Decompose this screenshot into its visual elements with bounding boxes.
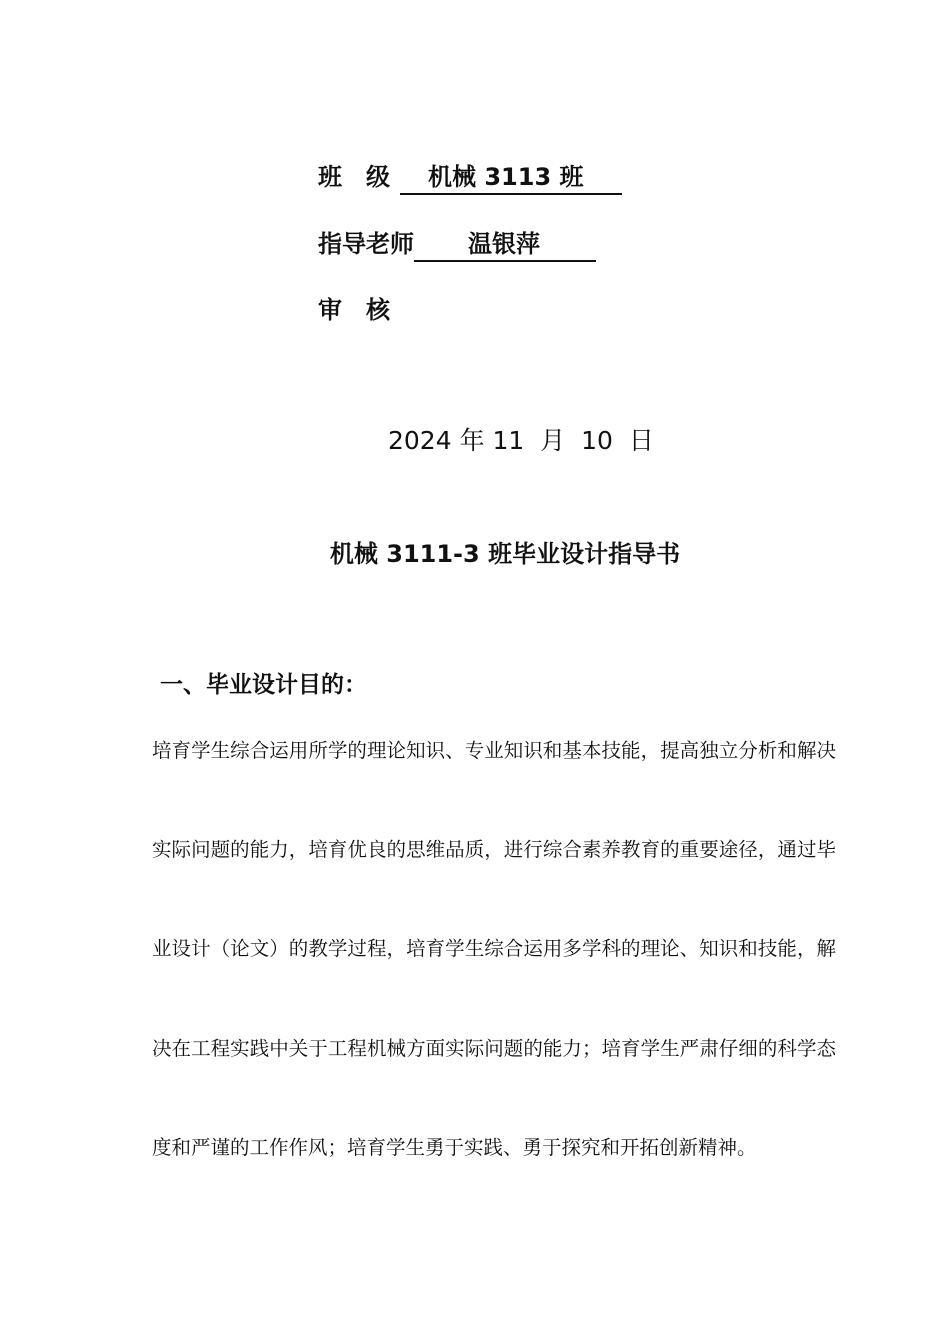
document-title: 机械 3111-3 班毕业设计指导书 <box>329 540 681 568</box>
paragraph-line: 度和严谨的工作作风；培育学生勇于实践、勇于探究和开拓创新精神。 <box>152 1136 757 1159</box>
teacher-field <box>318 224 596 262</box>
class-label: 班 级 <box>318 163 390 191</box>
teacher-value: 温银萍 <box>414 224 596 262</box>
date-line: 2024 年 11 月 10 日 <box>388 426 654 455</box>
paragraph-line: 决在工程实践中关于工程机械方面实际问题的能力；培育学生严肃仔细的科学态 <box>152 1037 836 1060</box>
class-field <box>318 157 622 195</box>
review-label: 审 核 <box>318 296 390 324</box>
class-value: 机械 3113 班 <box>400 157 622 195</box>
section-heading: 一、毕业设计目的： <box>160 672 367 698</box>
paragraph-line: 业设计（论文）的教学过程，培育学生综合运用多学科的理论、知识和技能，解 <box>152 937 836 960</box>
review-field <box>318 290 390 325</box>
paragraph-line: 培育学生综合运用所学的理论知识、专业知识和基本技能，提高独立分析和解决 <box>152 739 836 762</box>
teacher-label: 指导老师 <box>318 230 414 258</box>
paragraph-line: 实际问题的能力，培育优良的思维品质，进行综合素养教育的重要途径，通过毕 <box>152 838 836 861</box>
